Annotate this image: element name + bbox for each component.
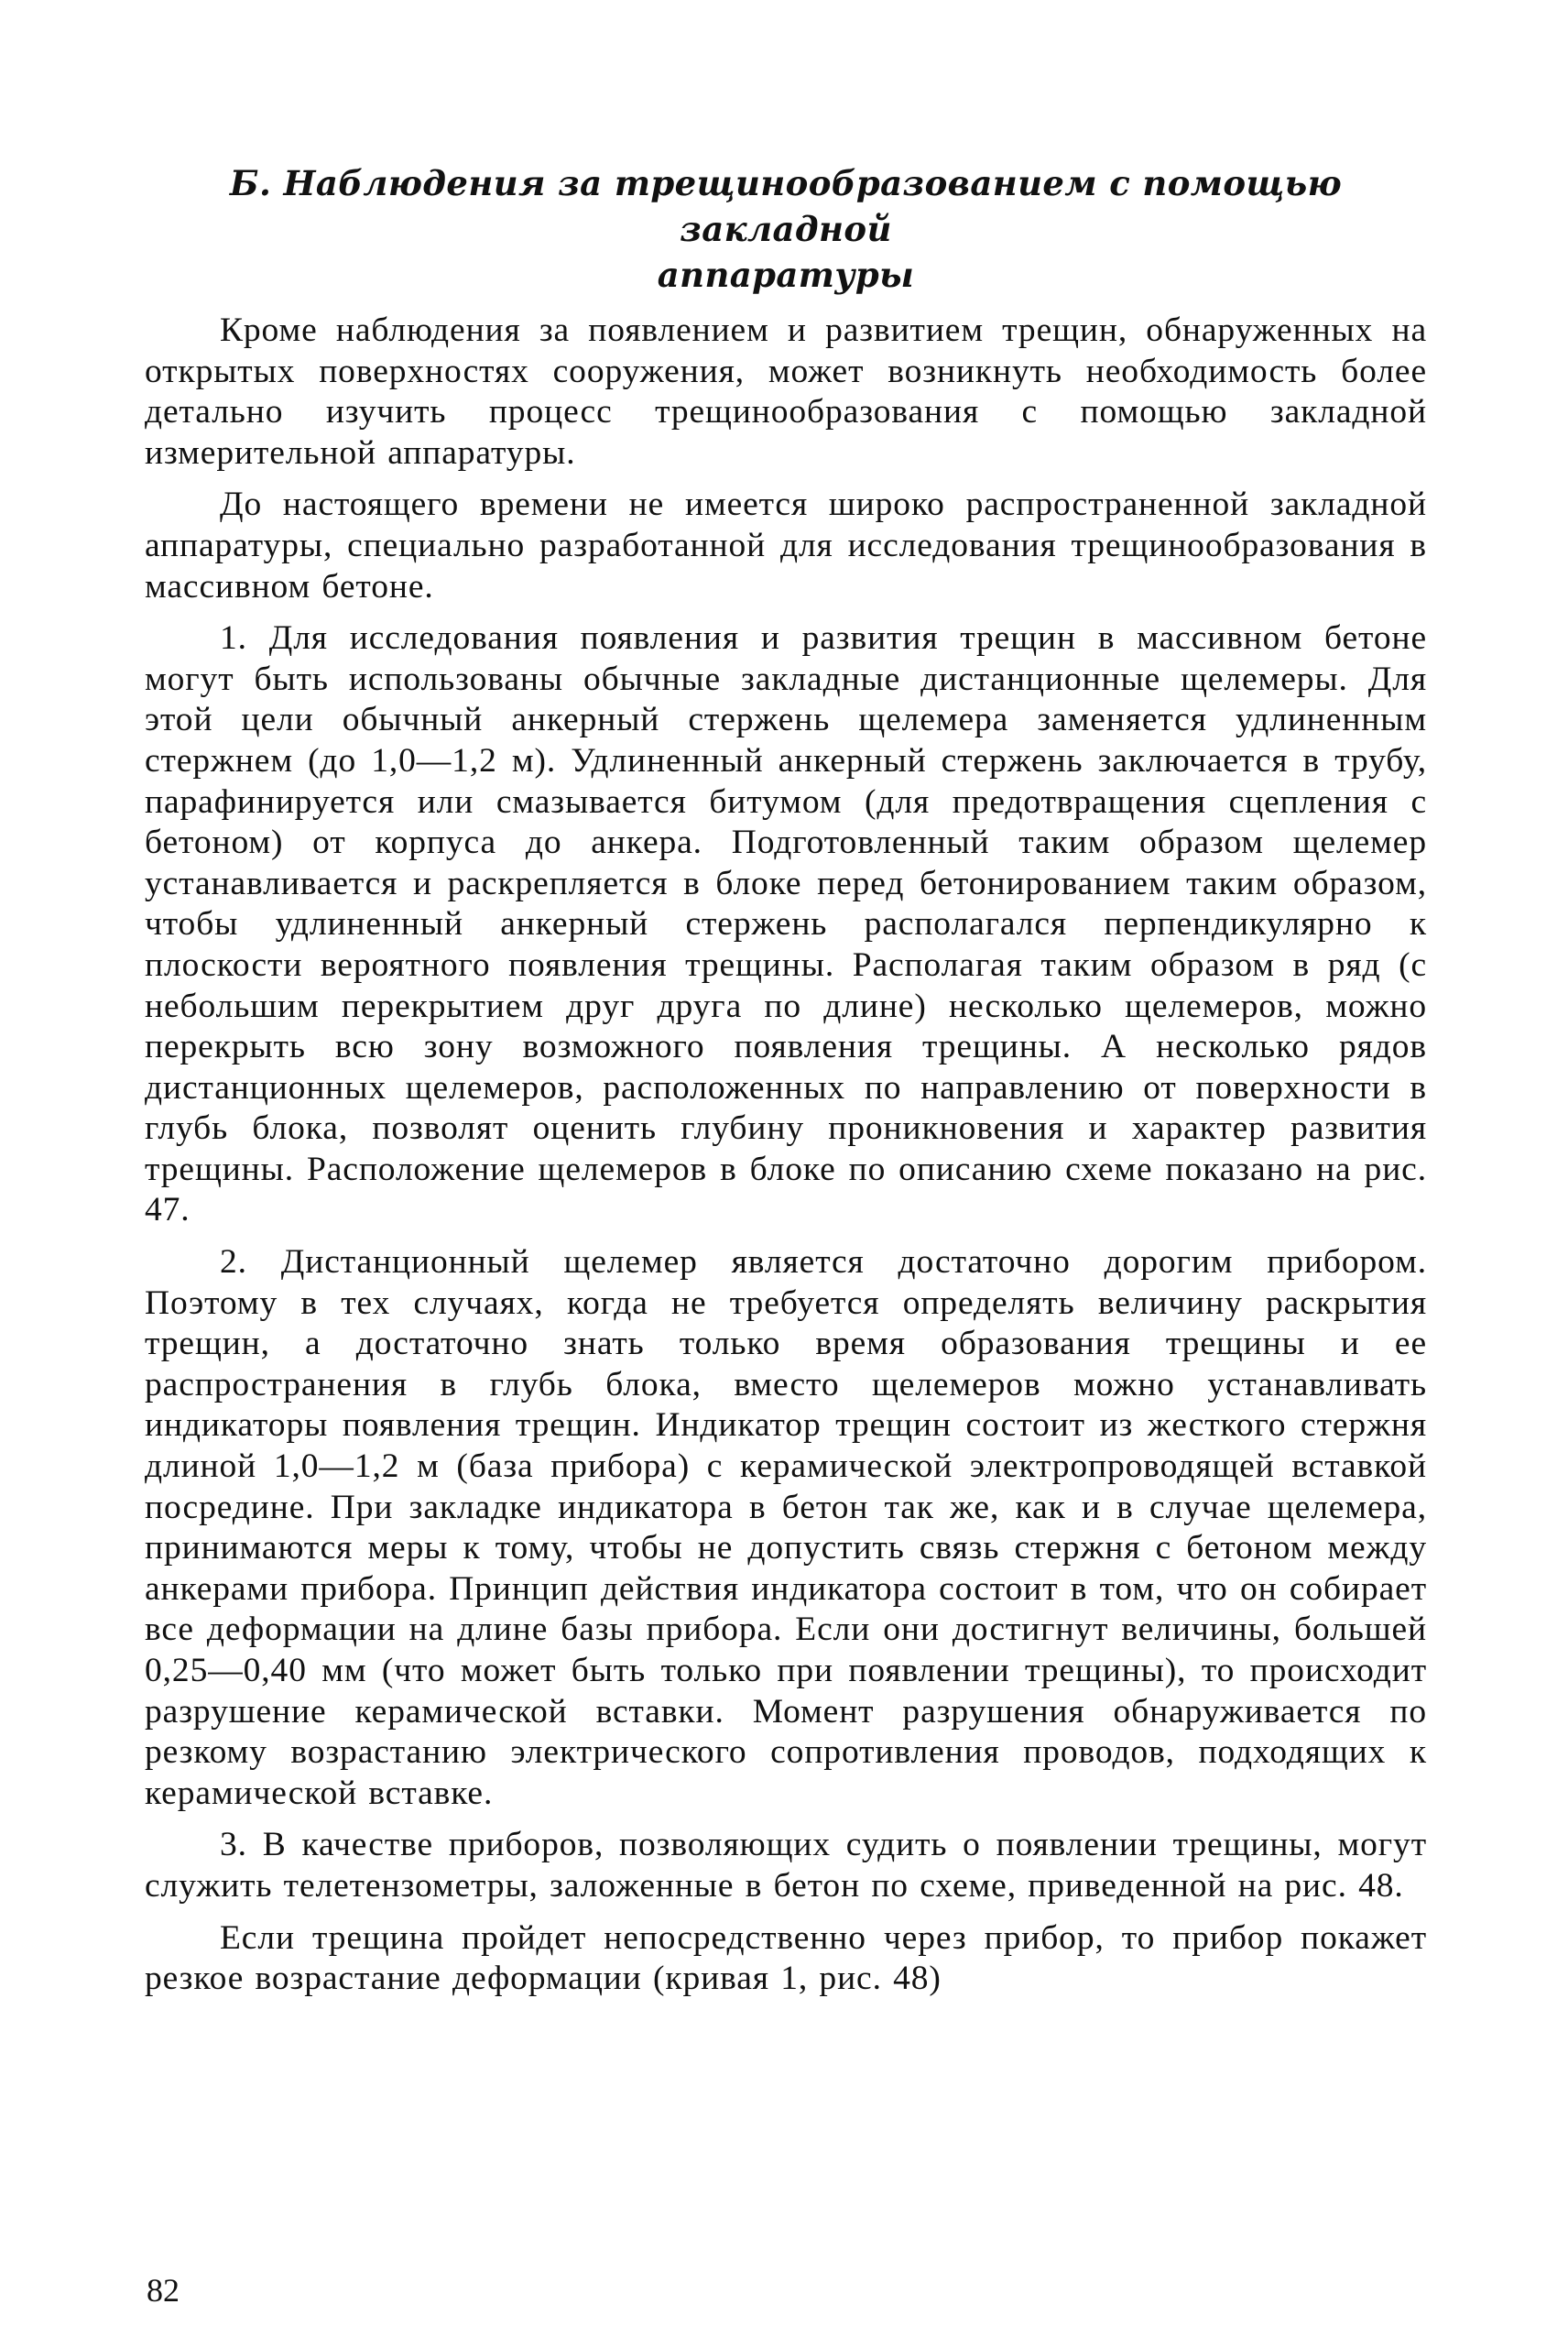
paragraph-current-state: До настоящего времени не имеется широко распространенной закладной аппаратуры, специально разработанной для исследования трещинообразования в массивном бетоне. [145,486,1427,606]
paragraph-crack-through-device: Если трещина пройдет непосредственно через прибор, то прибор покажет резкое возрастание деформации (кривая 1, рис. 48) [145,1918,1427,1998]
paragraph-item-2: 2. Дистанционный щелемер является достаточно дорогим прибором. Поэтому в тех случаях, когда не требуется определять величину раскрытия трещин, а достаточно знать только время образования трещины и ее распространения в глубь блока, вместо щелемеров можно устанавливать индикаторы появления трещин. Индикатор трещин состоит из жесткого стержня длиной 1,0—1,2 м (база прибора) с керамической электропроводящей вставкой посредине. При закладке индикатора в бетон так же, как и в случае щелемера, принимаются меры к тому, чтобы не допустить связь стержня с бетоном между анкерами прибора. Принцип действия индикатора состоит в том, что он собирает все деформации на длине базы прибора. Если они достигнут величины, большей 0,25—0,40 мм (что может быть только при появлении трещины), то происходит разрушение керамической вставки. Момент разрушения обнаруживается по резкому возрастанию электрического сопротивления проводов, подходящих к керамической вставке. [145,1243,1427,1812]
section-heading-line-2: аппаратуры [657,255,915,295]
section-heading-line-1: Б. Наблюдения за трещинообразованием с помощью закладной [229,163,1343,249]
paragraph-item-3: 3. В качестве приборов, позволяющих судить о появлении трещины, могут служить телетензометры, заложенные в бетон по схеме, приведенной на рис. 48. [145,1826,1427,1905]
paragraph-item-1: 1. Для исследования появления и развития трещин в массивном бетоне могут быть использованы обычные закладные дистанционные щелемеры. Для этой цели обычный анкерный стержень щелемера заменяется удлиненным стержнем (до 1,0—1,2 м). Удлиненный анкерный стержень заключается в трубу, парафинируется или смазывается битумом (для предотвращения сцепления с бетоном) от корпуса до анкера. Подготовленный таким образом щелемер устанавливается и раскрепляется в блоке перед бетонированием таким образом, чтобы удлиненный анкерный стержень располагался перпендикулярно к плоскости вероятного появления трещины. Располагая таким образом в ряд (с небольшим перекрытием друг друга по длине) несколько щелемеров, можно перекрыть всю зону возможного появления трещины. А несколько рядов дистанционных щелемеров, расположенных по направлению от поверхности в глубь блока, позволят оценить глубину проникновения и характер развития трещины. Расположение щелемеров в блоке по описанию схеме показано на рис. 47. [145,619,1427,1229]
page-number: 82 [147,2272,180,2309]
section-heading [145,160,1427,298]
paragraph-intro: Кроме наблюдения за появлением и развитием трещин, обнаруженных на открытых поверхностях сооружения, может возникнуть необходимость более детально изучить процесс трещинообразования с помощью закладной измерительной аппаратуры. [145,311,1427,472]
text-column [145,160,1427,2007]
